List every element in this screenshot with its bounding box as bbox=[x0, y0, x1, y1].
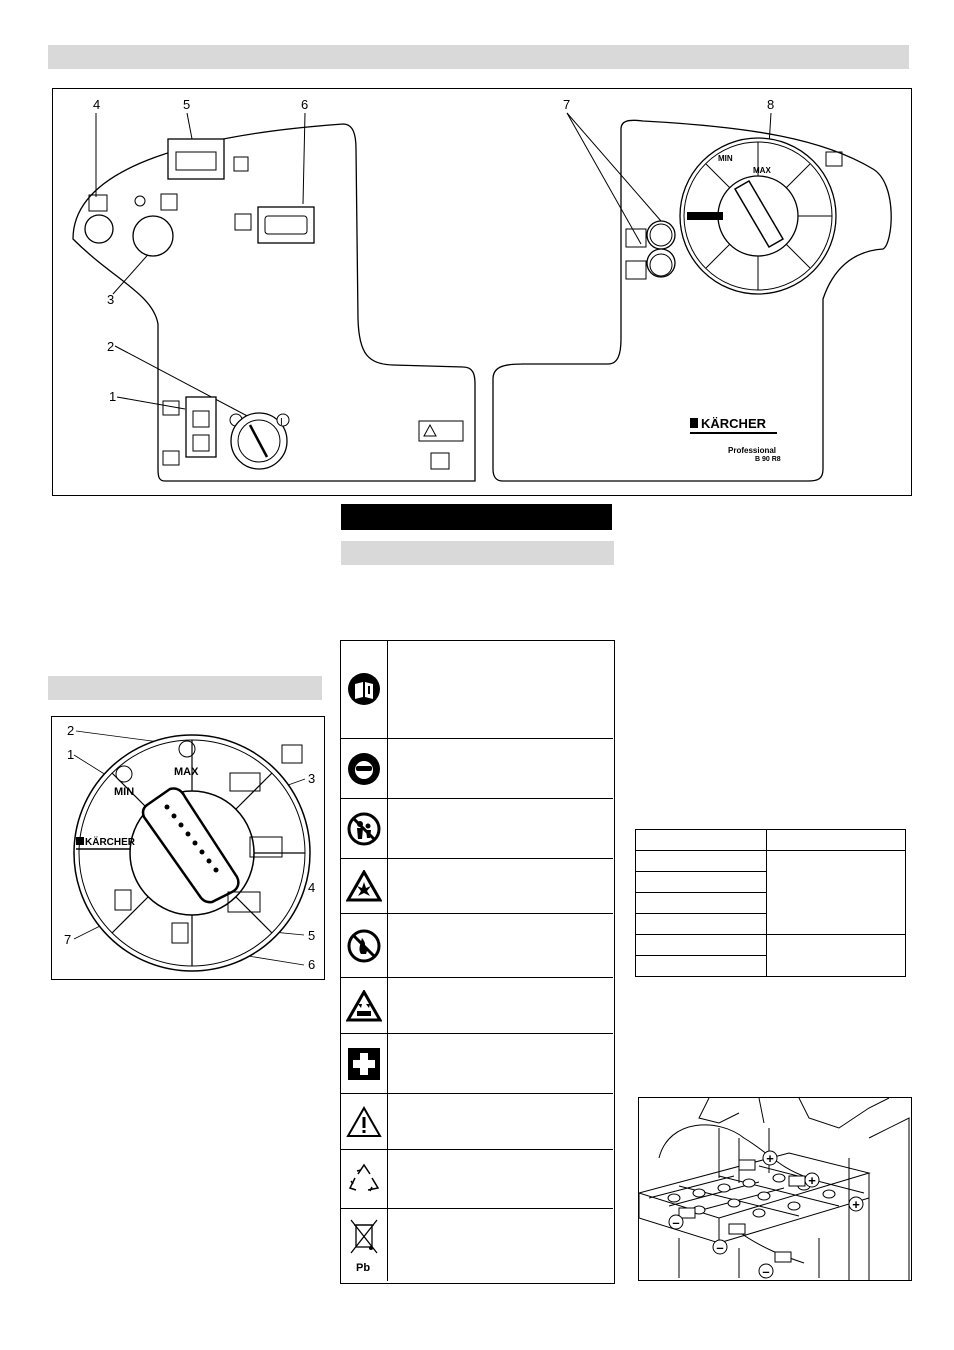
section-heading-black bbox=[341, 504, 612, 530]
led-indicator bbox=[135, 196, 145, 206]
callout-5: 5 bbox=[183, 97, 191, 112]
callout-4: 4 bbox=[93, 97, 101, 112]
safety-row-explosion bbox=[341, 859, 613, 914]
keep-children-away-icon bbox=[347, 812, 381, 846]
table-cell bbox=[767, 935, 906, 977]
dial-callout-5: 5 bbox=[308, 928, 316, 943]
safety-row-read-manual bbox=[341, 640, 613, 739]
table-cell bbox=[767, 830, 906, 851]
read-manual-icon bbox=[347, 672, 381, 706]
dial-min-label: MIN bbox=[114, 786, 135, 798]
eye-protection-icon bbox=[347, 752, 381, 786]
brand-logo-mark bbox=[690, 418, 698, 428]
minus-label-2: – bbox=[716, 1240, 724, 1255]
button-3[interactable] bbox=[133, 216, 173, 256]
plus-label-1: + bbox=[766, 1151, 774, 1166]
button-4[interactable] bbox=[85, 215, 113, 243]
dial-brand-mark bbox=[76, 837, 84, 845]
callout-2: 2 bbox=[107, 339, 115, 354]
battery-spec-table bbox=[635, 829, 906, 977]
table-cell bbox=[636, 893, 767, 914]
dial-small-max: MAX bbox=[753, 166, 771, 175]
callout-3: 3 bbox=[107, 292, 115, 307]
table-cell bbox=[636, 914, 767, 935]
program-dial-drawing bbox=[52, 717, 324, 979]
water-icon-1 bbox=[626, 229, 646, 247]
safety-row-disposal bbox=[341, 1209, 613, 1281]
icon-4-symbol bbox=[89, 195, 107, 211]
dial-max-label: MAX bbox=[174, 766, 199, 778]
plus-label-2: + bbox=[808, 1173, 816, 1188]
water-icon-2 bbox=[626, 261, 646, 279]
plus-label-3: + bbox=[852, 1197, 860, 1212]
safety-row-warning bbox=[341, 1094, 613, 1150]
table-row bbox=[636, 851, 906, 872]
section-heading-band bbox=[48, 45, 909, 69]
acid-burn-icon bbox=[346, 990, 382, 1022]
eco-icon-dial bbox=[282, 745, 302, 763]
table-cell bbox=[636, 851, 767, 872]
crossed-bin-pb-icon bbox=[347, 1215, 381, 1275]
program-dial-small[interactable] bbox=[680, 138, 836, 294]
safety-row-eye-protection bbox=[341, 739, 613, 799]
safety-row-keep-children-away bbox=[341, 799, 613, 859]
callout-7: 7 bbox=[563, 97, 571, 112]
dial-callout-3: 3 bbox=[308, 771, 316, 786]
hour-meter-icon bbox=[235, 214, 251, 230]
model-line-1: Professional bbox=[728, 446, 777, 455]
percent-label bbox=[431, 453, 449, 469]
eco-icon bbox=[826, 152, 842, 166]
warning-icon bbox=[346, 1106, 382, 1138]
dial-callout-4: 4 bbox=[308, 880, 316, 895]
table-cell bbox=[636, 830, 767, 851]
brand-logo: KÄRCHER bbox=[701, 416, 766, 431]
minus-label-1: – bbox=[672, 1215, 680, 1230]
recycling-icon bbox=[346, 1162, 382, 1196]
explosion-hazard-icon bbox=[346, 870, 382, 902]
table-cell bbox=[636, 935, 767, 956]
battery-connection-drawing bbox=[639, 1098, 911, 1280]
dial-callout-2: 2 bbox=[67, 723, 75, 738]
model-line-2: B 90 R8 bbox=[755, 456, 781, 463]
dial-callout-7: 7 bbox=[64, 932, 72, 947]
callout-1: 1 bbox=[109, 389, 117, 404]
minus-label-3: – bbox=[762, 1264, 770, 1279]
program-dial-figure bbox=[51, 716, 325, 980]
table-cell bbox=[767, 851, 906, 935]
left-subsection-heading-band bbox=[48, 676, 322, 700]
safety-row-recycling bbox=[341, 1150, 613, 1209]
callout-6: 6 bbox=[301, 97, 309, 112]
table-cell bbox=[636, 872, 767, 893]
key-on-symbol: I bbox=[280, 417, 283, 428]
callout-8: 8 bbox=[767, 97, 775, 112]
program-dial[interactable] bbox=[74, 735, 310, 971]
battery-icon bbox=[234, 157, 248, 171]
dial-callout-6: 6 bbox=[308, 957, 316, 972]
safety-row-no-fire bbox=[341, 914, 613, 978]
control-panel-figure bbox=[52, 88, 912, 496]
dial-callout-1: 1 bbox=[67, 747, 75, 762]
hour-meter bbox=[258, 207, 314, 243]
dial-brand: KÄRCHER bbox=[85, 837, 135, 848]
dial-small-min: MIN bbox=[718, 154, 733, 163]
table-row bbox=[636, 830, 906, 851]
table-cell bbox=[636, 956, 767, 977]
battery-connection-figure bbox=[638, 1097, 912, 1281]
safety-row-first-aid bbox=[341, 1034, 613, 1094]
parking-brake-icon bbox=[161, 194, 177, 210]
subsection-heading-band bbox=[341, 541, 614, 565]
reverse-icon bbox=[163, 451, 179, 465]
first-aid-icon bbox=[347, 1047, 381, 1081]
pb-label: Pb bbox=[356, 1262, 371, 1274]
safety-row-acid bbox=[341, 978, 613, 1034]
control-panel-drawing bbox=[53, 89, 911, 495]
table-row bbox=[636, 935, 906, 956]
no-fire-icon bbox=[347, 929, 381, 963]
warning-read-manual-label bbox=[419, 421, 463, 441]
